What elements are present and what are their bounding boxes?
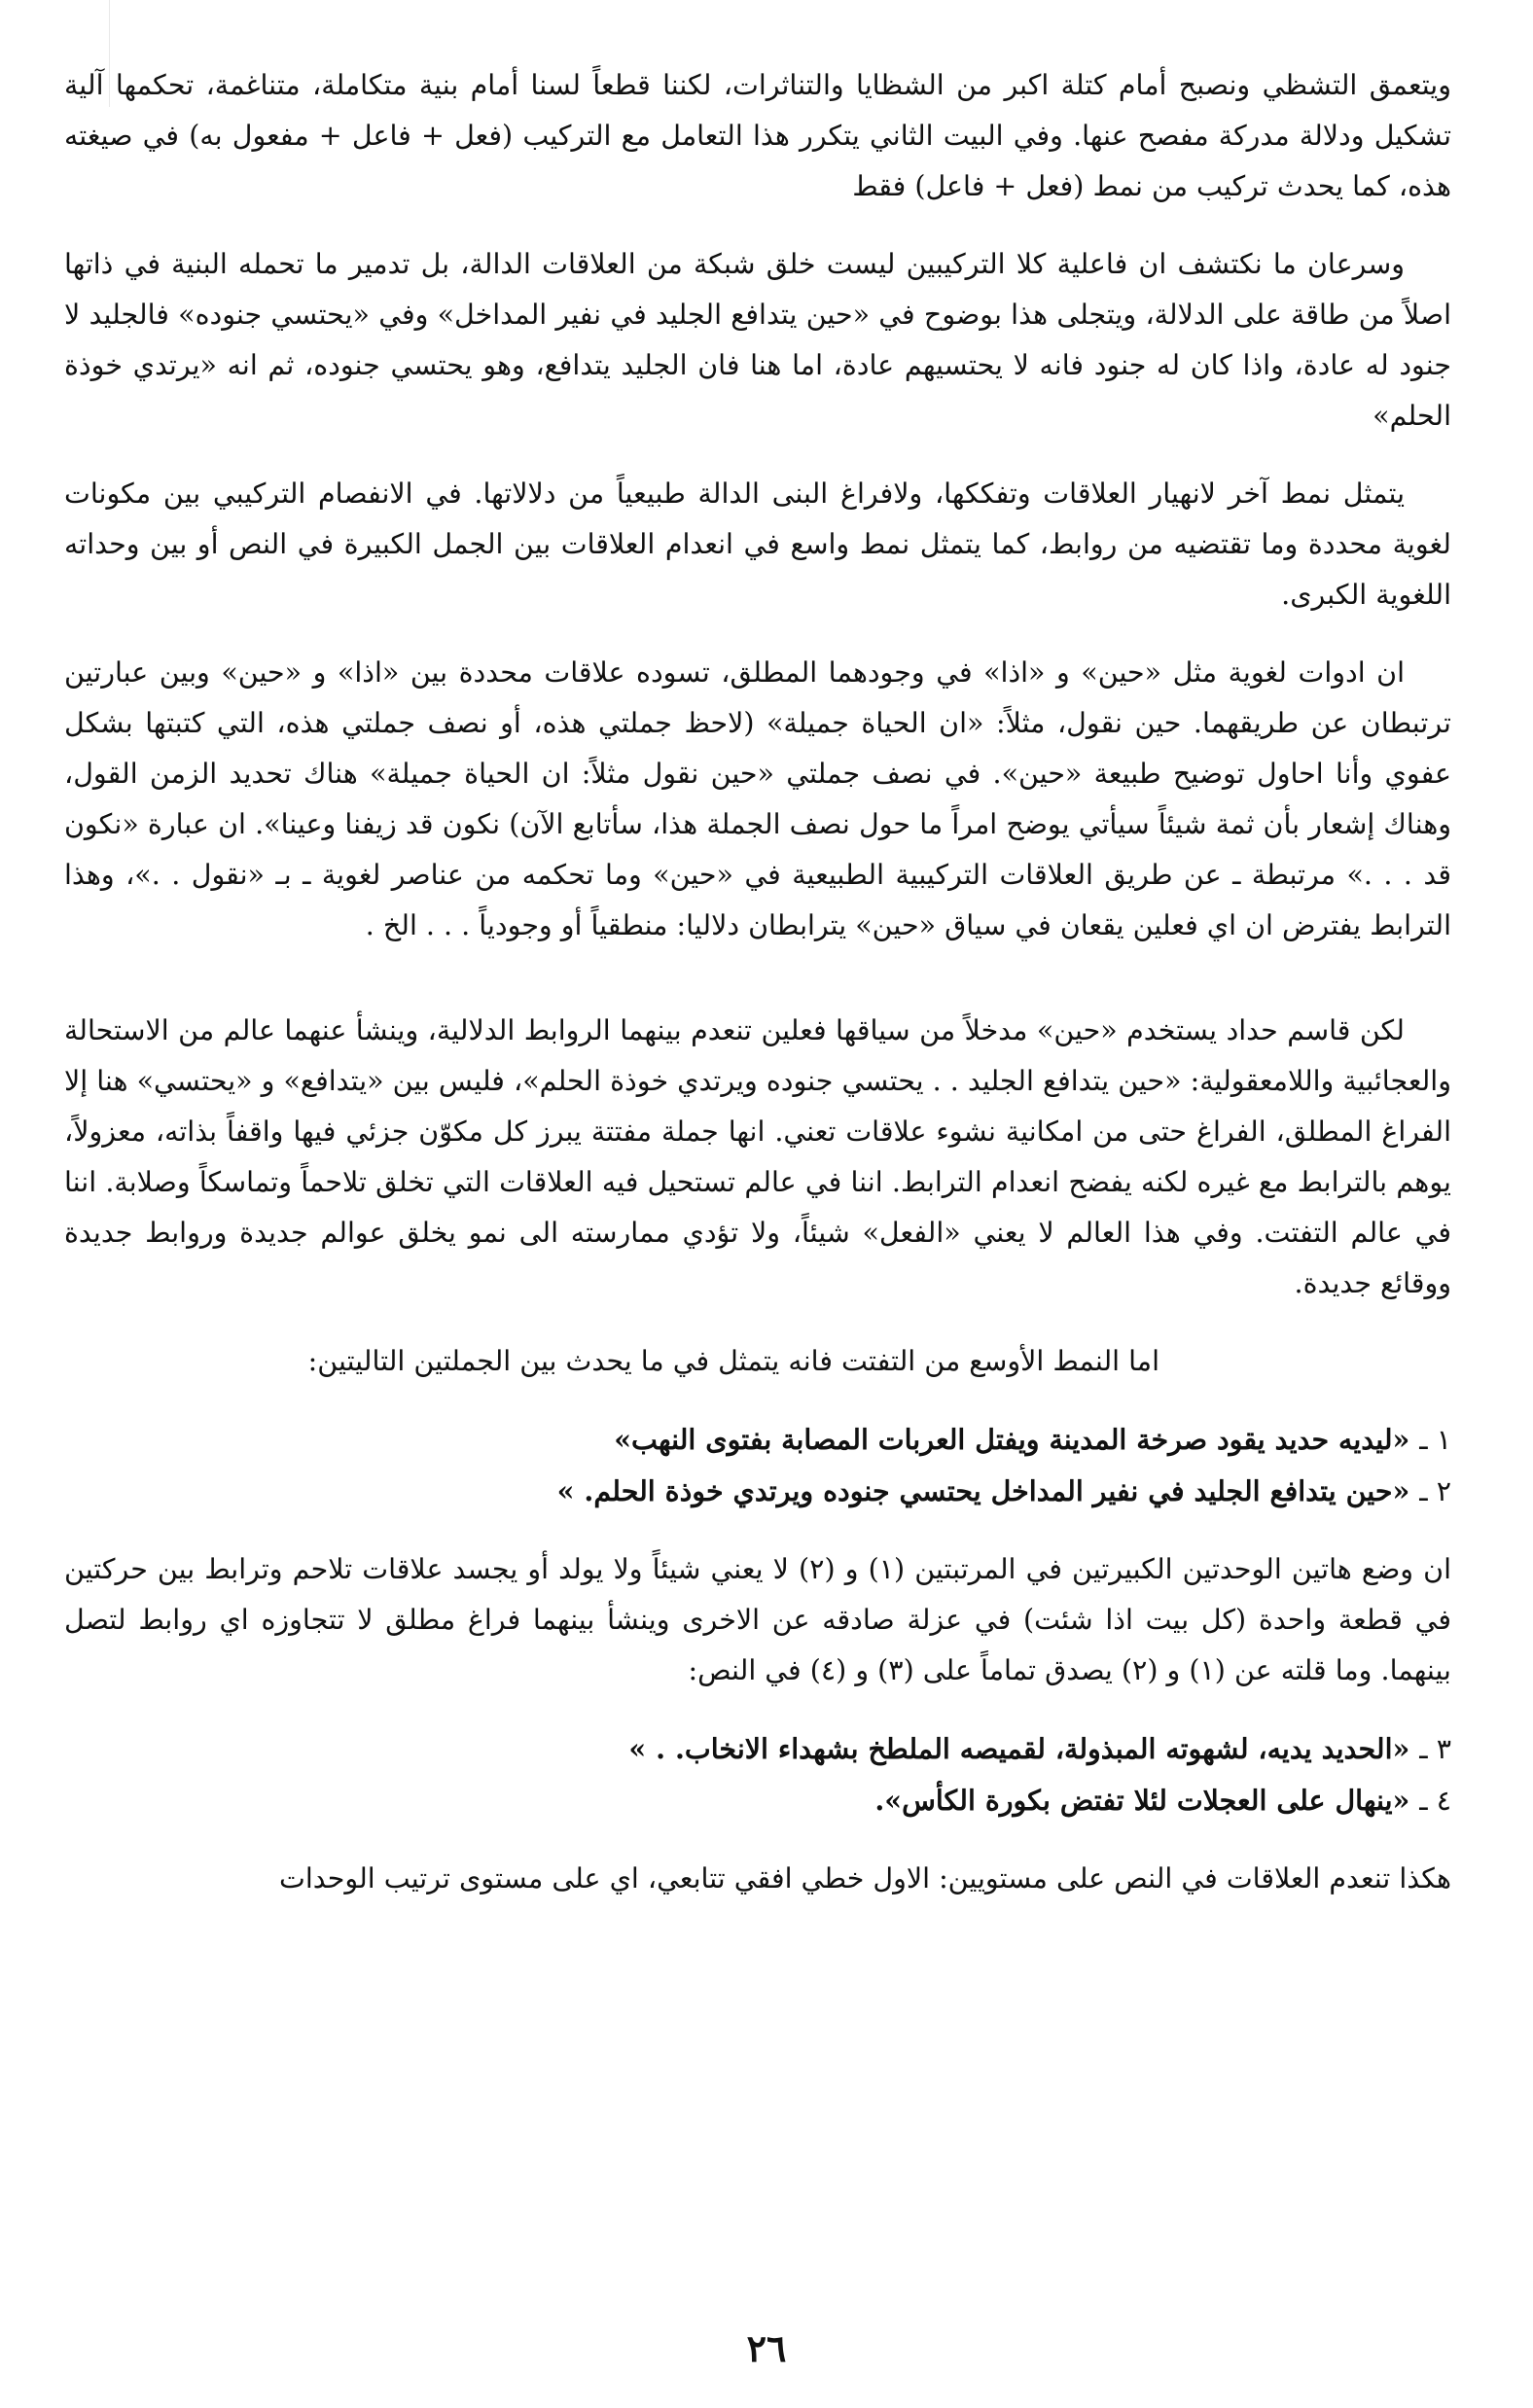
- quoted-lines-1-2: [64, 1414, 1451, 1517]
- quoted-line-number: ٣ ـ: [1419, 1733, 1451, 1765]
- paragraph-2: وسرعان ما نكتشف ان فاعلية كلا التركيبين ليست خلق شبكة من العلاقات الدالة، بل تدمير ما تحمله البنية في ذاتها اصلاً من طاقة على الدلالة، ويتجلى هذا بوضوح في «حين يتدافع الجليد في نفير المداخل» وفي «يحتسي جنوده» فالجليد لا جنود له عادة، واذا كان له جنود فانه لا يحتسيهم عادة، اما هنا فان الجليد يتدافع، وهو يحتسي جنوده، ثم انه «يرتدي خوذة الحلم»: [64, 248, 1451, 432]
- paragraph-6: اما النمط الأوسع من التفتت فانه يتمثل في ما يحدث بين الجملتين التاليتين:: [307, 1345, 1159, 1377]
- quoted-line-number: ١ ـ: [1419, 1424, 1451, 1456]
- quoted-line-1: [64, 1414, 1451, 1466]
- quoted-line-4: [64, 1775, 1451, 1826]
- quoted-line-2: [64, 1466, 1451, 1517]
- quoted-line-text: «ليديه حديد يقود صرخة المدينة ويفتل العربات المصابة بفتوى النهب»: [614, 1423, 1410, 1456]
- page-number: ٢٦: [746, 2326, 787, 2370]
- quoted-line-text: «حين يتدافع الجليد في نفير المداخل يحتسي جنوده ويرتدي خوذة الحلم. »: [556, 1474, 1410, 1507]
- paragraph-4: ان ادوات لغوية مثل «حين» و «اذا» في وجودهما المطلق، تسوده علاقات محددة بين «اذا» و «حين» وبين عبارتين ترتبطان عن طريقهما. حين نقول، مثلاً: «ان الحياة جميلة» (لاحظ جملتي هذه، أو نصف جملتي هذه، التي كتبتها بشكل عفوي وأنا احاول توضيح طبيعة «حين». في نصف جملتي «حين نقول مثلاً: ان الحياة جميلة» هناك تحديد الزمن القول، وهناك إشعار بأن ثمة شيئاً سيأتي يوضح امراً ما حول نصف الجملة هذا، سأتابع الآن) نكون قد زيفنا وعينا». ان عبارة «نكون قد . . .» مرتبطة ـ عن طريق العلاقات التركيبية الطبيعية في «حين» وما تحكمه من عناصر لغوية ـ بـ «نقول . .»، وهذا الترابط يفترض ان اي فعلين يقعان في سياق «حين» يترابطان دلاليا: منطقياً أو وجودياً . . . الخ .: [64, 656, 1451, 941]
- quoted-line-text: «الحديد يديه، لشهوته المبذولة، لقميصه الملطخ بشهداء الانخاب. . »: [628, 1732, 1410, 1765]
- quoted-line-number: ٤ ـ: [1419, 1785, 1451, 1817]
- quoted-line-number: ٢ ـ: [1419, 1475, 1451, 1507]
- document-body: [64, 60, 1451, 1931]
- quoted-line-3: [64, 1723, 1451, 1775]
- paragraph-1: ويتعمق التشظي ونصبح أمام كتلة اكبر من الشظايا والتناثرات، لكننا قطعاً لسنا أمام بنية متكاملة، متناغمة، تحكمها آلية تشكيل ودلالة مدركة مفصح عنها. وفي البيت الثاني يتكرر هذا التعامل مع التركيب (فعل + فاعل + مفعول به) في صيغته هذه، كما يحدث تركيب من نمط (فعل + فاعل) فقط: [64, 69, 1451, 202]
- paragraph-8: هكذا تنعدم العلاقات في النص على مستويين: الاول خطي افقي تتابعي، اي على مستوى ترتيب الوحدات: [279, 1862, 1451, 1895]
- paragraph-5: لكن قاسم حداد يستخدم «حين» مدخلاً من سياقها فعلين تنعدم بينهما الروابط الدلالية، وينشأ عنهما عالم من الاستحالة والعجائبية واللامعقولية: «حين يتدافع الجليد . . يحتسي جنوده ويرتدي خوذة الحلم»، فليس بين «يتدافع» و «يحتسي» هنا إلا الفراغ المطلق، الفراغ حتى من امكانية نشوء علاقات تعني. انها جملة مفتتة يبرز كل مكوّن جزئي فيها واقفاً بذاته، معزولاً، يوهم بالترابط مع غيره لكنه يفضح انعدام الترابط. اننا في عالم تستحيل فيه العلاقات التي تخلق تلاحماً وتماسكاً وصلابة. اننا في عالم التفتت. وفي هذا العالم لا يعني «الفعل» شيئاً، ولا تؤدي ممارسته الى نمو يخلق عوالم جديدة وروابط جديدة ووقائع جديدة.: [64, 1014, 1451, 1299]
- paragraph-3: يتمثل نمط آخر لانهيار العلاقات وتفككها، ولافراغ البنى الدالة طبيعياً من دلالاتها. في الانفصام التركيبي بين مكونات لغوية محددة وما تقتضيه من روابط، كما يتمثل نمط واسع في انعدام العلاقات بين الجمل الكبيرة في النص أو بين وحداته اللغوية الكبرى.: [64, 478, 1451, 611]
- paragraph-7: ان وضع هاتين الوحدتين الكبيرتين في المرتبتين (١) و (٢) لا يعني شيئاً ولا يولد أو يجسد علاقات تلاحم وترابط بين حركتين في قطعة واحدة (كل بيت اذا شئت) في عزلة صادقه عن الاخرى وينشأ بينهما فراغ مطلق لا تتجاوزه اي روابط لتصل بينهما. وما قلته عن (١) و (٢) يصدق تماماً على (٣) و (٤) في النص:: [64, 1553, 1452, 1686]
- quoted-lines-3-4: [64, 1723, 1451, 1826]
- quoted-line-text: «ينهال على العجلات لئلا تفتض بكورة الكأس».: [874, 1784, 1410, 1817]
